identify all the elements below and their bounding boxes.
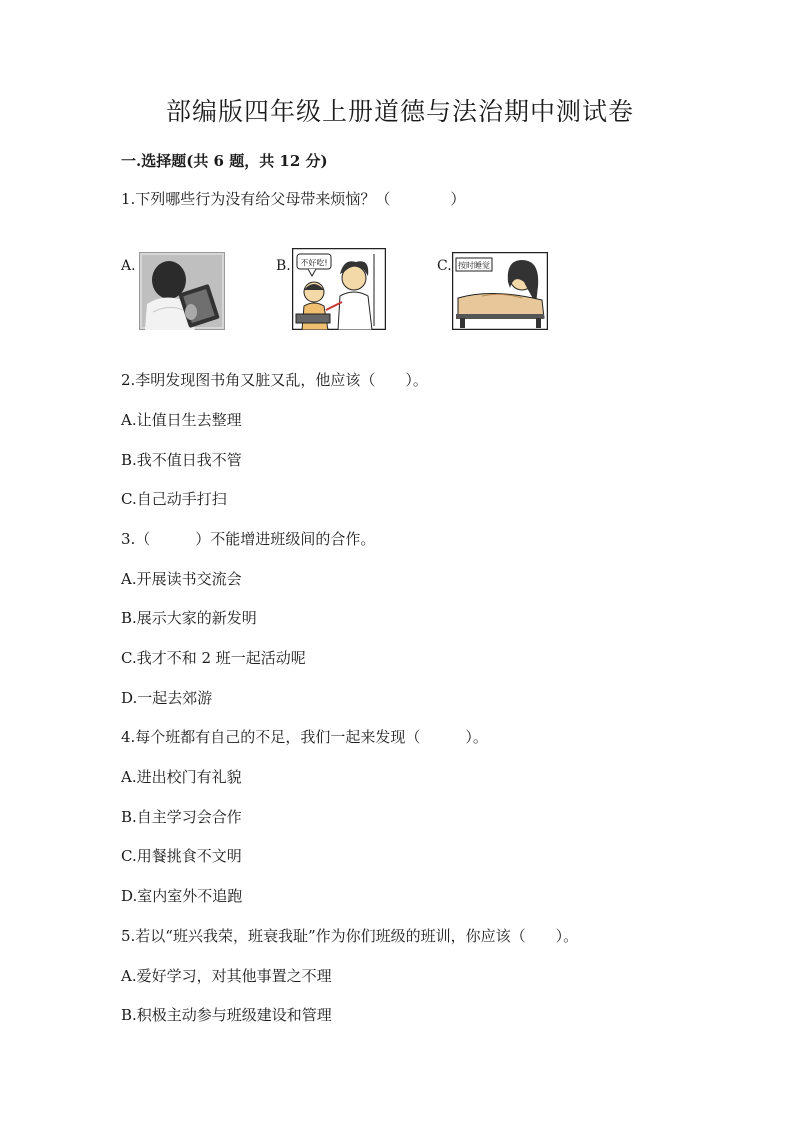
question-5-stem: 5.若以“班兴我荣，班衰我耻”作为你们班级的班训，你应该（ ）。 xyxy=(121,927,579,945)
q3-option-c: C.我才不和 2 班一起活动呢 xyxy=(121,649,306,667)
q1-option-b-label: B. xyxy=(276,258,291,274)
speech-bubble-b: 不好吃! xyxy=(300,258,328,268)
q4-option-c: C.用餐挑食不文明 xyxy=(121,847,242,865)
picky-eater-cartoon xyxy=(292,248,386,330)
question-3-stem: 3.（ ）不能增进班级间的合作。 xyxy=(121,530,376,548)
q2-option-c: C.自己动手打扫 xyxy=(121,490,227,508)
q1-option-a-label: A. xyxy=(121,258,136,274)
child-sleeping-cartoon xyxy=(452,252,548,330)
q3-option-d: D.一起去郊游 xyxy=(121,689,213,707)
q3-option-a: A.开展读书交流会 xyxy=(121,570,242,588)
q2-option-a: A.让值日生去整理 xyxy=(121,411,242,429)
q1-option-c-label: C. xyxy=(437,258,452,274)
question-1-stem: 1.下列哪些行为没有给父母带来烦恼？（ ） xyxy=(121,190,466,208)
page-title: 部编版四年级上册道德与法治期中测试卷 xyxy=(165,97,634,126)
q4-option-d: D.室内室外不追跑 xyxy=(121,887,243,905)
speech-bubble-c: 按时睡觉 xyxy=(458,261,490,270)
child-reading-tablet-photo xyxy=(139,252,225,330)
question-2-stem: 2.李明发现图书角又脏又乱，他应该（ ）。 xyxy=(121,371,428,389)
q5-option-a: A.爱好学习，对其他事置之不理 xyxy=(121,967,332,985)
q2-option-b: B.我不值日我不管 xyxy=(121,451,242,469)
q4-option-b: B.自主学习会合作 xyxy=(121,808,242,826)
q5-option-b: B.积极主动参与班级建设和管理 xyxy=(121,1006,332,1024)
q4-option-a: A.进出校门有礼貌 xyxy=(121,768,242,786)
section-heading: 一.选择题(共 6 题，共 12 分) xyxy=(121,152,328,170)
question-4-stem: 4.每个班都有自己的不足，我们一起来发现（ ）。 xyxy=(121,728,488,746)
q3-option-b: B.展示大家的新发明 xyxy=(121,609,257,627)
